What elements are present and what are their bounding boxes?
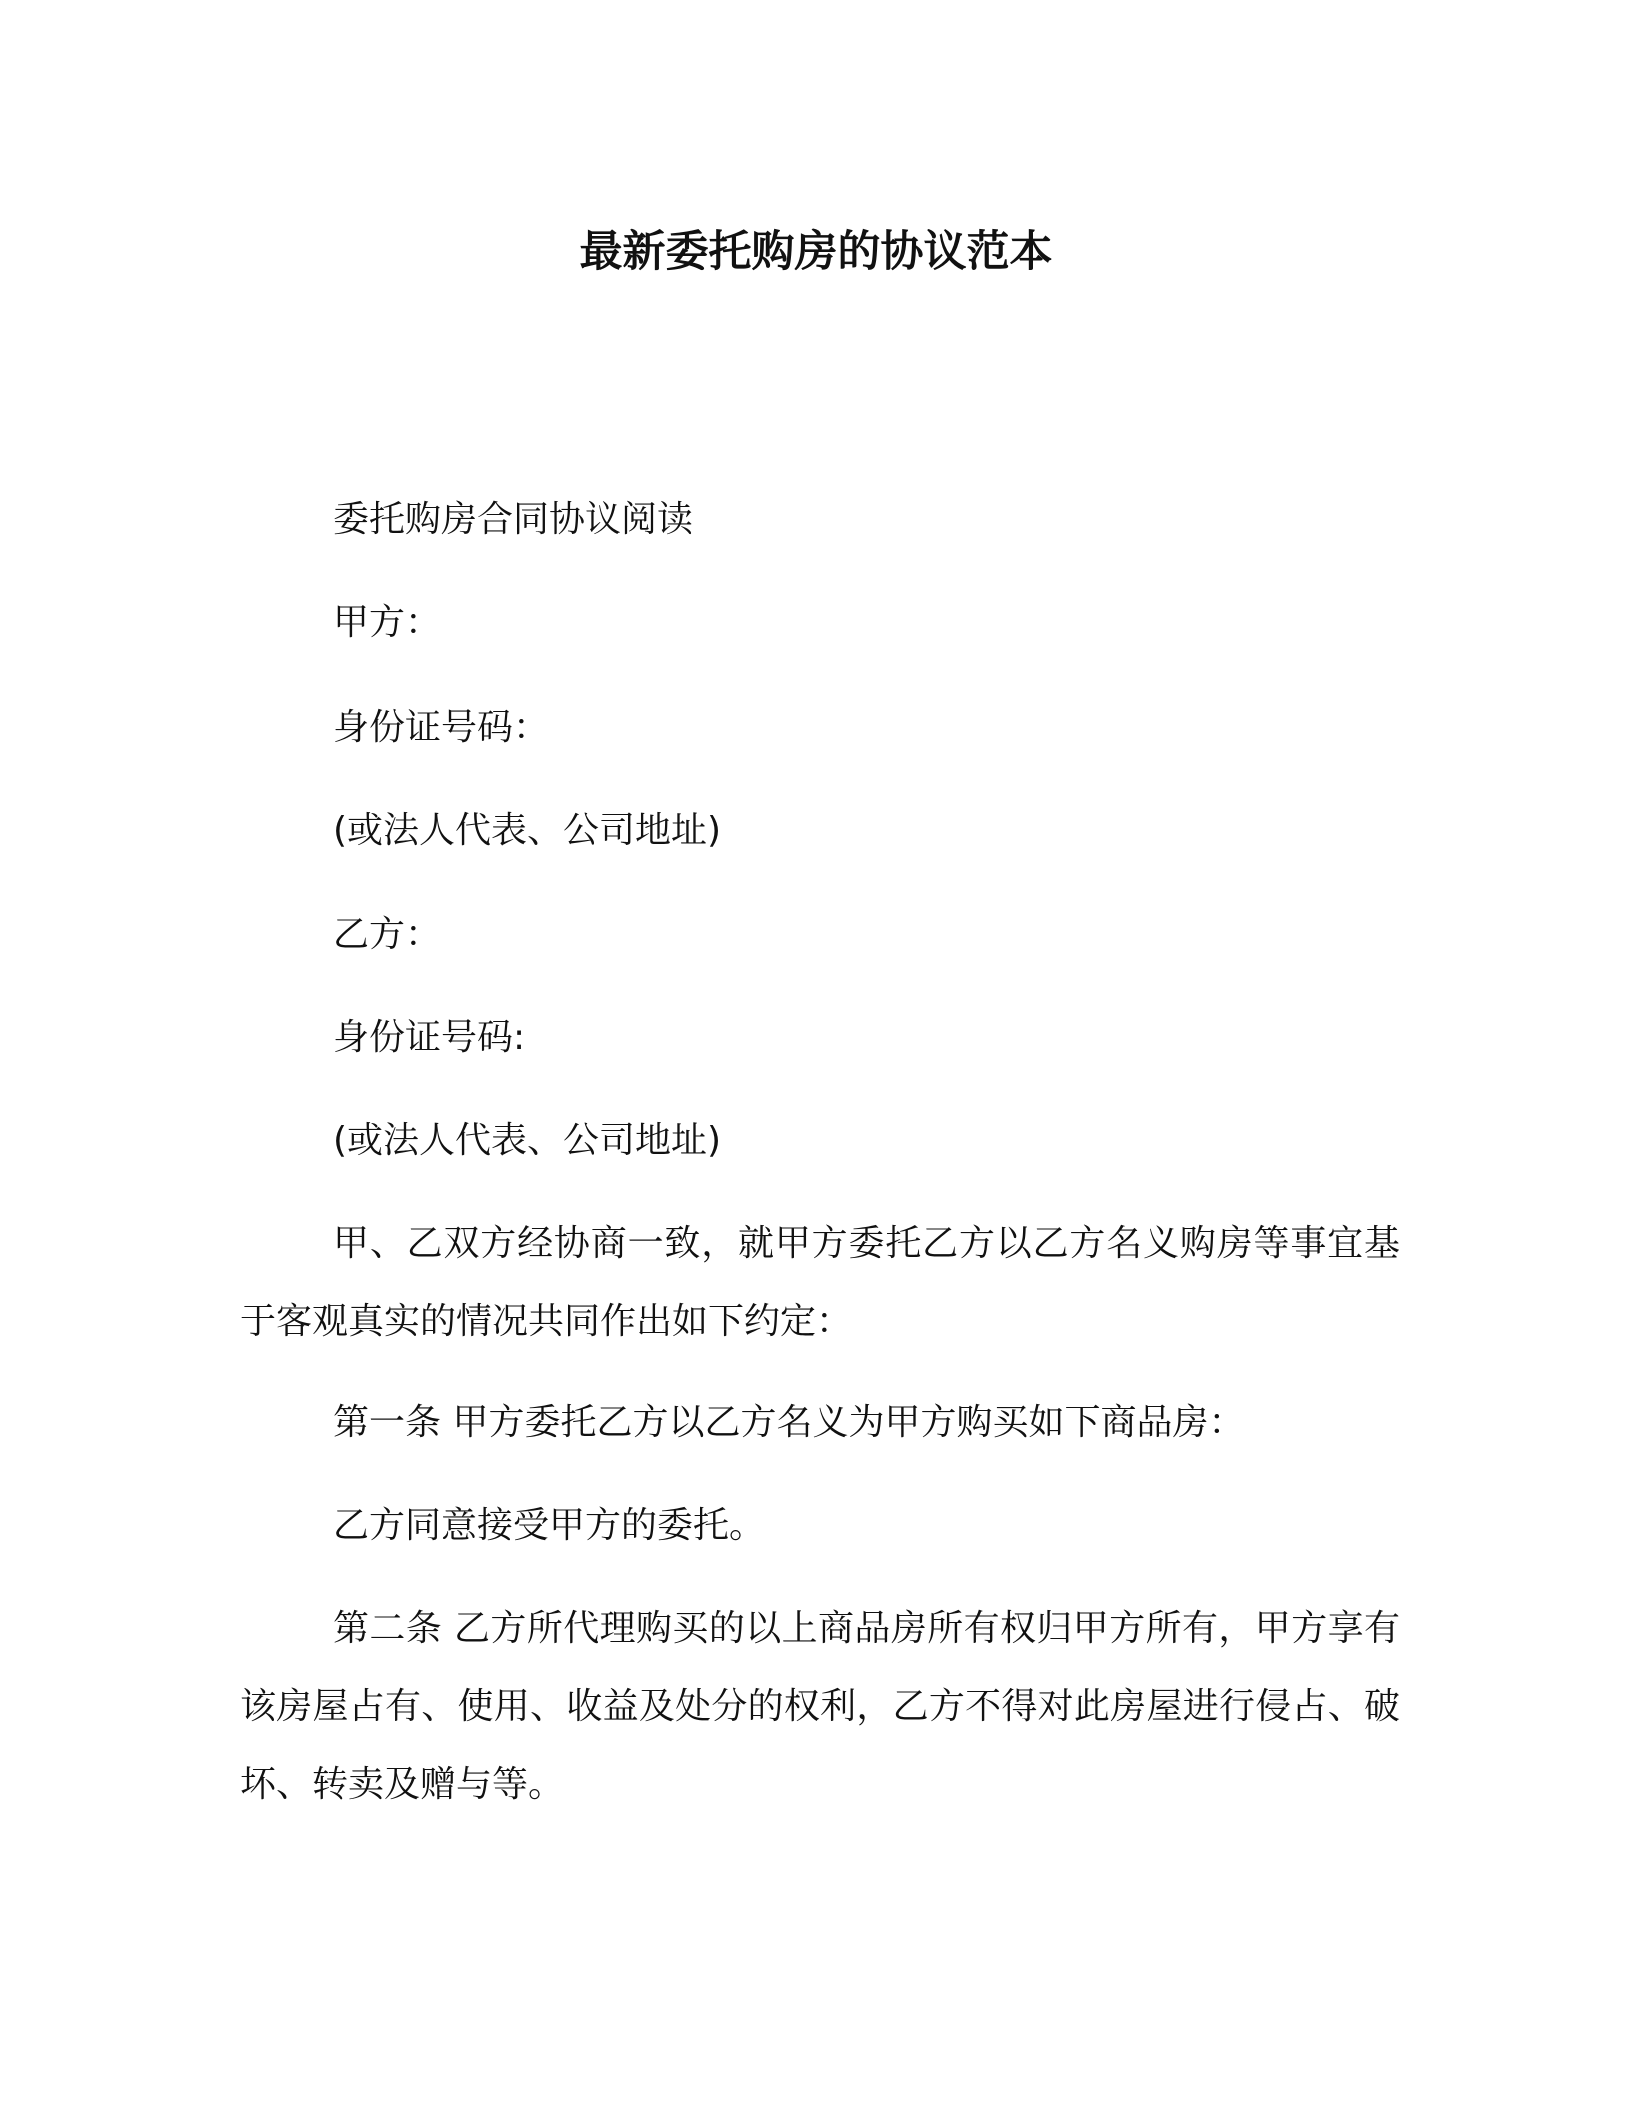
article-2-paragraph: 第二条 乙方所代理购买的以上商品房所有权归甲方所有，甲方享有该房屋占有、使用、收益及处分的权利，乙方不得对此房屋进行侵占、破坏、转卖及赠与等。 — [240, 1608, 1400, 1805]
article-1-paragraph: 第一条 甲方委托乙方以乙方名义为甲方购买如下商品房： — [333, 1402, 1245, 1443]
party-b-representative-note: (或法人代表、公司地址) — [333, 1120, 722, 1161]
party-b-id-label: 身份证号码: — [333, 1017, 526, 1058]
party-a-representative-note: (或法人代表、公司地址) — [333, 810, 722, 851]
section-heading: 委托购房合同协议阅读 — [333, 499, 694, 540]
document-title: 最新委托购房的协议范本 — [579, 227, 1053, 277]
acceptance-paragraph: 乙方同意接受甲方的委托。 — [333, 1505, 766, 1546]
party-a-label: 甲方： — [333, 602, 442, 643]
preamble-paragraph: 甲、乙双方经协商一致，就甲方委托乙方以乙方名义购房等事宜基于客观真实的情况共同作出如下约定： — [240, 1223, 1400, 1342]
party-b-label: 乙方： — [333, 914, 442, 955]
party-a-id-label: 身份证号码： — [333, 707, 550, 748]
